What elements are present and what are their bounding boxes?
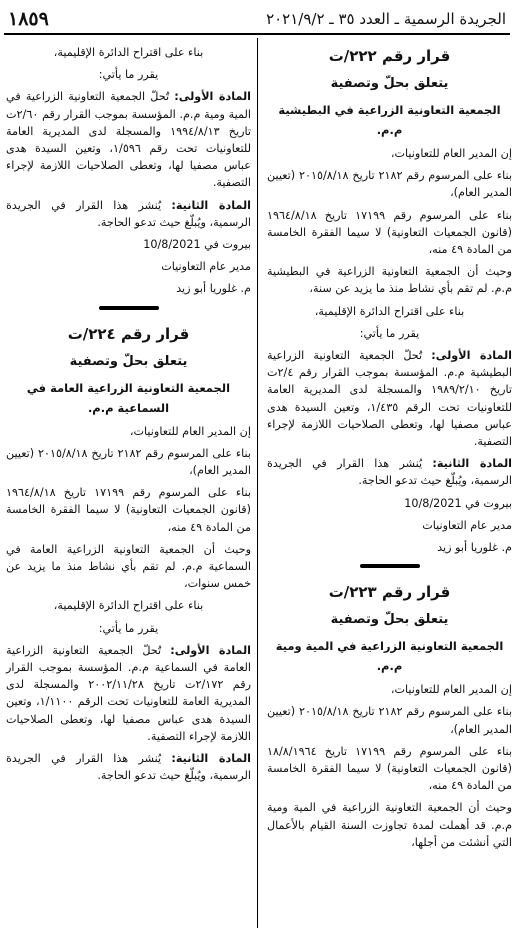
decision-223-title: قرار رقم ٢٢٣/ت [328, 583, 451, 602]
decision-222-subtitle: يتعلق بحلّ وتصفية [330, 76, 449, 91]
signature-name: م. غلوريا أبو زيد [437, 541, 512, 555]
paragraph: بناء على المرسوم رقم ٢١٨٢ تاريخ ٢٠١٥/٨/١٨ (تعيين المدير العام)، [267, 705, 512, 736]
column-divider [257, 38, 258, 928]
paragraph: يقرر ما يأتي: [98, 621, 159, 635]
article-label: المادة الثانية: [432, 457, 512, 471]
decision-223-name: الجمعية التعاونية الزراعية في المية ومية م.م. [275, 639, 504, 674]
article-one [267, 347, 512, 450]
article-label: المادة الثانية: [171, 752, 251, 766]
decision-222-title: قرار رقم ٢٢٢/ت [328, 47, 451, 65]
paragraph: بناء على اقتراح الدائرة الإقليمية، [53, 599, 204, 613]
article-text: يُنشر هذا القرار في الجريدة الرسمية، ويُبلّغ حيث تدعو الحاجة. [267, 457, 512, 488]
article-label: المادة الأولى: [431, 349, 512, 363]
article-two [267, 455, 512, 489]
paragraph: بناء على المرسوم رقم ١٧١٩٩ تاريخ ١٨/٨/١٩٦٤ (قانون الجمعيات التعاونية) لا سيما الفقرة الخامسة من المادة ٤٩ منه، [267, 744, 513, 793]
article-text: يُنشر هذا القرار في الجريدة الرسمية، ويُبلّغ حيث تدعو الحاجة. [6, 198, 251, 229]
article-text: يُنشر هذا القرار في الجريدة الرسمية، ويُبلّغ حيث تدعو الحاجة. [6, 752, 251, 783]
article-text: تُحلّ الجمعية التعاونية الزراعية البطيشية م.م. المؤسسة بموجب القرار رقم ٢/٤ت تاريخ ١٩٨٩/٢/١٠ والمسجلة لدى المديرية العامة للتعاونيات تحت الرقم ١/٤٣٥، وتعين السيدة هدى عباس مصفيا لها، وتعطى الصلاحيات اللازمة لإجراء التصفية. [267, 349, 512, 449]
article-label: المادة الأولى: [170, 643, 251, 657]
article-two [6, 750, 251, 784]
decision-224-subtitle: يتعلق بحلّ وتصفية [69, 353, 188, 369]
signature-date: بيروت في 10/8/2021 [143, 238, 251, 252]
article-text: تُحلّ الجمعية التعاونية الزراعية في المية ومية م.م. المؤسسة بموجب القرار رقم ٢/٦٠ت تاريخ ١٩٩٤/٨/١٣ والمسجلة لدى المديرية العامة للتعاونيات تحت رقم ١/٥٩٦، وتعين السيدة هدى عباس مصفيا لها، وتعطى الصلاحيات اللازمة لإجراء التصفية. [6, 90, 251, 190]
signature-role: مدير عام التعاونيات [161, 260, 251, 274]
paragraph: يقرر ما يأتي: [359, 326, 420, 340]
paragraph: بناء على اقتراح الدائرة الإقليمية، [314, 304, 465, 318]
paragraph: إن المدير العام للتعاونيات، [390, 683, 512, 697]
left-column [6, 44, 251, 790]
section-separator [360, 564, 420, 568]
article-one [6, 642, 251, 745]
page-header [4, 8, 510, 32]
paragraph: وحيث أن الجمعية التعاونية الزراعية في المية ومية م.م. قد أهملت لمدة تجاوزت السنة القيام بالأعمال التي أنشئت من أجلها، [267, 801, 512, 849]
header-rule [4, 33, 510, 35]
header-title: الجريدة الرسمية ـ العدد ٣٥ ـ ٢٠٢١/٩/٢ [266, 10, 506, 28]
decision-224-title: قرار رقم ٢٢٤/ت [67, 324, 190, 343]
signature-date: بيروت في 10/8/2021 [404, 496, 512, 510]
paragraph: بناء على المرسوم رقم ١٧١٩٩ تاريخ ١٩٦٤/٨/١٨ (قانون الجمعيات التعاونية) لا سيما الفقرة الخامسة من المادة ٤٩ منه، [267, 208, 513, 257]
paragraph: بناء على المرسوم رقم ٢١٨٢ تاريخ ٢٠١٥/٨/١٨ (تعيين المدير العام)، [267, 169, 512, 200]
page-number: ١٨٥٩ [8, 8, 49, 30]
article-one [6, 88, 251, 191]
decision-223-subtitle: يتعلق بحلّ وتصفية [330, 612, 449, 628]
signature-name: م. غلوريا أبو زيد [176, 282, 251, 296]
article-label: المادة الأولى: [174, 90, 252, 104]
paragraph: بناء على اقتراح الدائرة الإقليمية، [53, 46, 204, 59]
article-label: المادة الثانية: [171, 198, 251, 212]
right-column [267, 44, 512, 856]
paragraph: بناء على المرسوم رقم ١٧١٩٩ تاريخ ١٩٦٤/٨/١٨ (قانون الجمعيات التعاونية) لا سيما الفقرة الخامسة من المادة ٤٩ منه، [6, 486, 252, 534]
article-two [6, 197, 251, 231]
article-text: تُحلّ الجمعية التعاونية الزراعية العامة في السماعية م.م. المؤسسة بموجب القرار رقم ٢/١٧٢ت تاريخ ٢٠٠٢/١١/٢٨ والمسجلة لدى المديرية العامة للتعاونيات تحت الرقم ١/١١٠٠، وتعين السيدة هدى عباس مصفيا لها، وتعطى الصلاحيات اللازمة لإجراء التصفية. [6, 643, 251, 743]
section-separator [99, 306, 159, 310]
decision-222-name: الجمعية التعاونية الزراعية في البطيشية م.م. [278, 103, 501, 137]
paragraph: بناء على المرسوم رقم ٢١٨٢ تاريخ ٢٠١٥/٨/١٨ (تعيين المدير العام)، [6, 446, 251, 478]
paragraph: وحيث أن الجمعية التعاونية الزراعية العامة في السماعية م.م. لم تقم بأي نشاط منذ ما يزيد عن خمس سنوات، [6, 542, 251, 591]
paragraph: إن المدير العام للتعاونيات، [390, 147, 512, 160]
signature-role: مدير عام التعاونيات [422, 518, 512, 532]
paragraph: يقرر ما يأتي: [98, 68, 159, 82]
paragraph: إن المدير العام للتعاونيات، [129, 424, 251, 438]
paragraph: وحيث أن الجمعية التعاونية الزراعية في البطيشية م.م. لم تقم بأي نشاط منذ ما يزيد عن سنة، [267, 265, 512, 296]
decision-224-name: الجمعية التعاونية الزراعية العامة في السماعية م.م. [26, 380, 231, 415]
